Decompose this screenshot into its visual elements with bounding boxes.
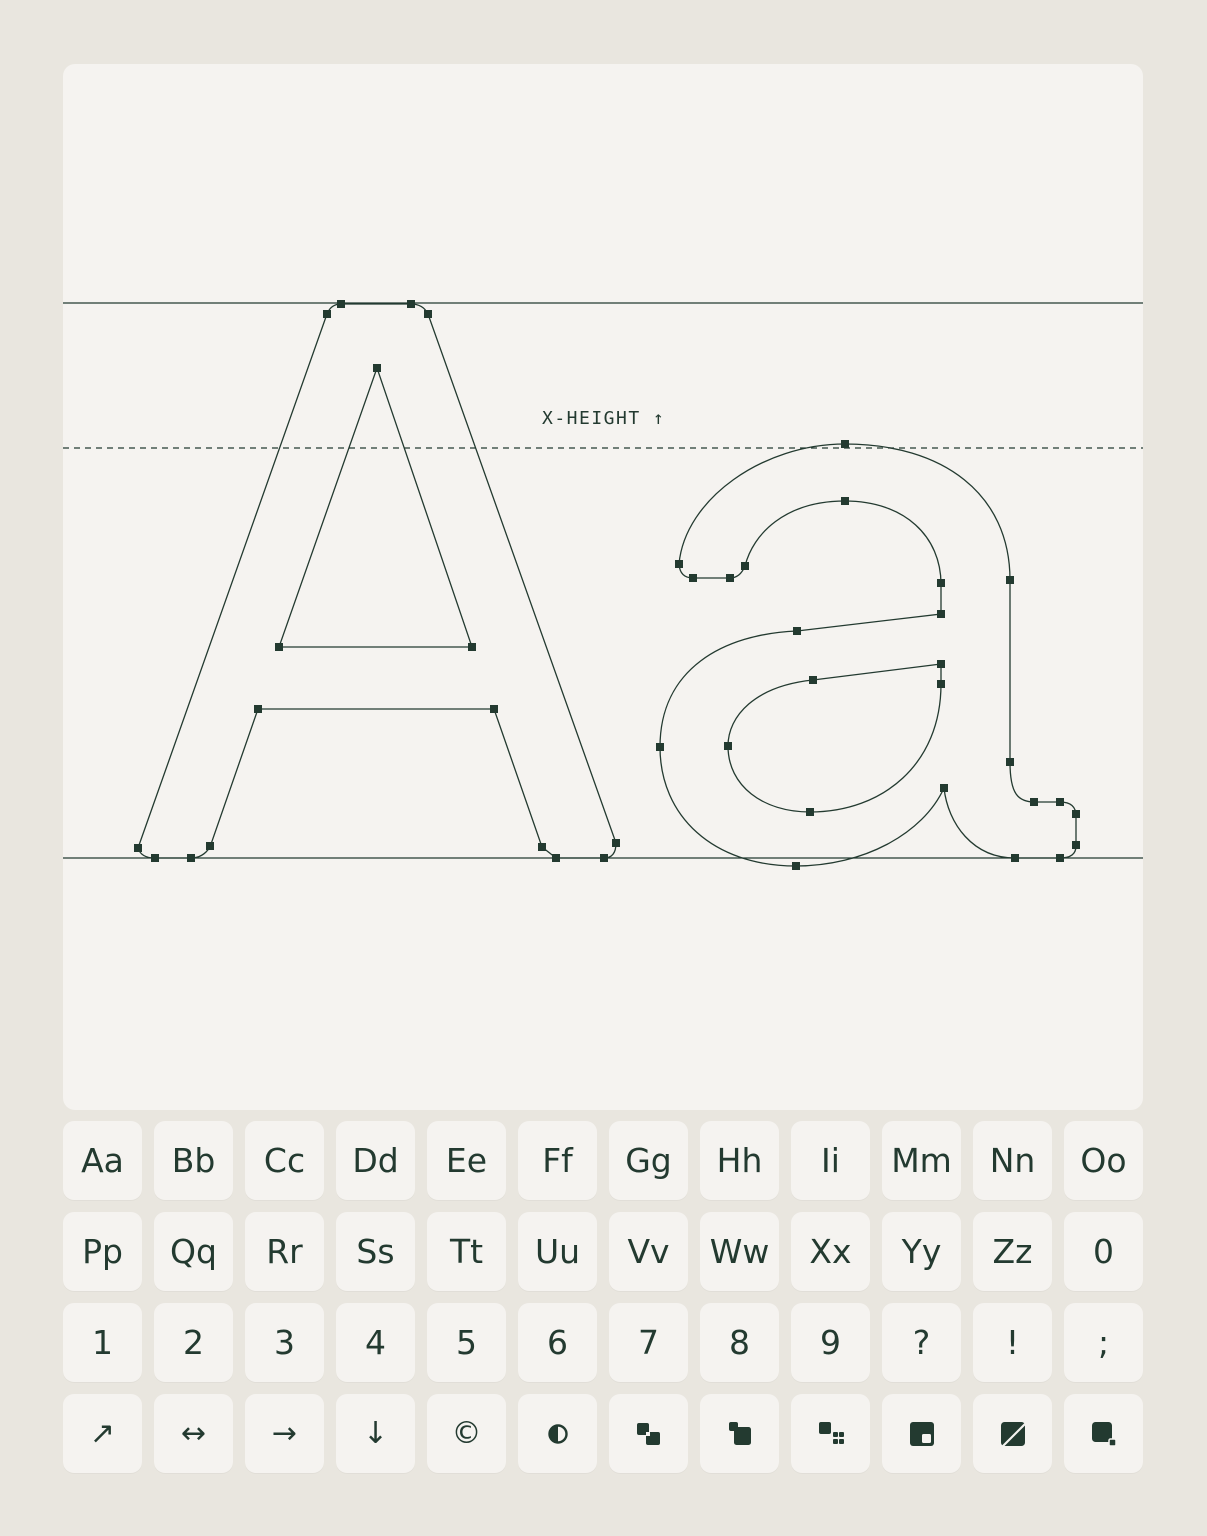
arrow-northeast-icon[interactable]: ↗	[63, 1394, 142, 1473]
glyph-key-ee[interactable]: Ee	[427, 1121, 506, 1200]
lowercase-a-outline	[660, 444, 1076, 866]
glyph-key-5[interactable]: 5	[427, 1303, 506, 1382]
glyph-key-ii[interactable]: Ii	[791, 1121, 870, 1200]
square-diagonal-icon[interactable]	[973, 1394, 1052, 1473]
glyph-key-ss[interactable]: Ss	[336, 1212, 415, 1291]
glyph-key-ff[interactable]: Ff	[518, 1121, 597, 1200]
glyph-key-8[interactable]: 8	[700, 1303, 779, 1382]
glyph-key-cc[interactable]: Cc	[245, 1121, 324, 1200]
x-height-label: X-HEIGHT ↑	[542, 408, 666, 429]
glyph-key-tt[interactable]: Tt	[427, 1212, 506, 1291]
glyph-key-xx[interactable]: Xx	[791, 1212, 870, 1291]
glyph-key-7[interactable]: 7	[609, 1303, 688, 1382]
glyph-key-ww[interactable]: Ww	[700, 1212, 779, 1291]
glyph-key-2[interactable]: 2	[154, 1303, 233, 1382]
half-circle-icon[interactable]	[518, 1394, 597, 1473]
glyph-key-exclamation[interactable]: !	[973, 1303, 1052, 1382]
square-notched-icon[interactable]	[882, 1394, 961, 1473]
glyph-key-9[interactable]: 9	[791, 1303, 870, 1382]
glyph-key-oo[interactable]: Oo	[1064, 1121, 1143, 1200]
squares-grid-icon[interactable]	[791, 1394, 870, 1473]
arrow-left-right-icon[interactable]: ↔	[154, 1394, 233, 1473]
glyph-key-yy[interactable]: Yy	[882, 1212, 961, 1291]
arrow-right-icon[interactable]: →	[245, 1394, 324, 1473]
glyph-key-aa[interactable]: Aa	[63, 1121, 142, 1200]
glyph-key-mm[interactable]: Mm	[882, 1121, 961, 1200]
arrow-down-icon[interactable]: ↓	[336, 1394, 415, 1473]
glyph-key-6[interactable]: 6	[518, 1303, 597, 1382]
glyph-key-grid	[63, 1121, 1143, 1473]
stacked-squares-icon[interactable]	[700, 1394, 779, 1473]
copyright-icon[interactable]: ©	[427, 1394, 506, 1473]
offset-squares-icon[interactable]	[609, 1394, 688, 1473]
glyph-specimen-panel	[63, 64, 1143, 1110]
glyph-key-vv[interactable]: Vv	[609, 1212, 688, 1291]
glyph-key-zz[interactable]: Zz	[973, 1212, 1052, 1291]
glyph-key-uu[interactable]: Uu	[518, 1212, 597, 1291]
glyph-key-qq[interactable]: Qq	[154, 1212, 233, 1291]
capital-a-outline	[138, 304, 616, 858]
glyph-key-4[interactable]: 4	[336, 1303, 415, 1382]
glyph-key-3[interactable]: 3	[245, 1303, 324, 1382]
glyph-key-dd[interactable]: Dd	[336, 1121, 415, 1200]
glyph-outline-drawing	[63, 64, 1143, 1110]
anchor-points	[134, 300, 1080, 870]
glyph-key-gg[interactable]: Gg	[609, 1121, 688, 1200]
glyph-key-nn[interactable]: Nn	[973, 1121, 1052, 1200]
square-dot-icon[interactable]	[1064, 1394, 1143, 1473]
glyph-key-hh[interactable]: Hh	[700, 1121, 779, 1200]
glyph-key-semicolon[interactable]: ;	[1064, 1303, 1143, 1382]
glyph-key-question[interactable]: ?	[882, 1303, 961, 1382]
glyph-key-0[interactable]: 0	[1064, 1212, 1143, 1291]
glyph-key-bb[interactable]: Bb	[154, 1121, 233, 1200]
glyph-key-1[interactable]: 1	[63, 1303, 142, 1382]
glyph-key-rr[interactable]: Rr	[245, 1212, 324, 1291]
glyph-key-pp[interactable]: Pp	[63, 1212, 142, 1291]
